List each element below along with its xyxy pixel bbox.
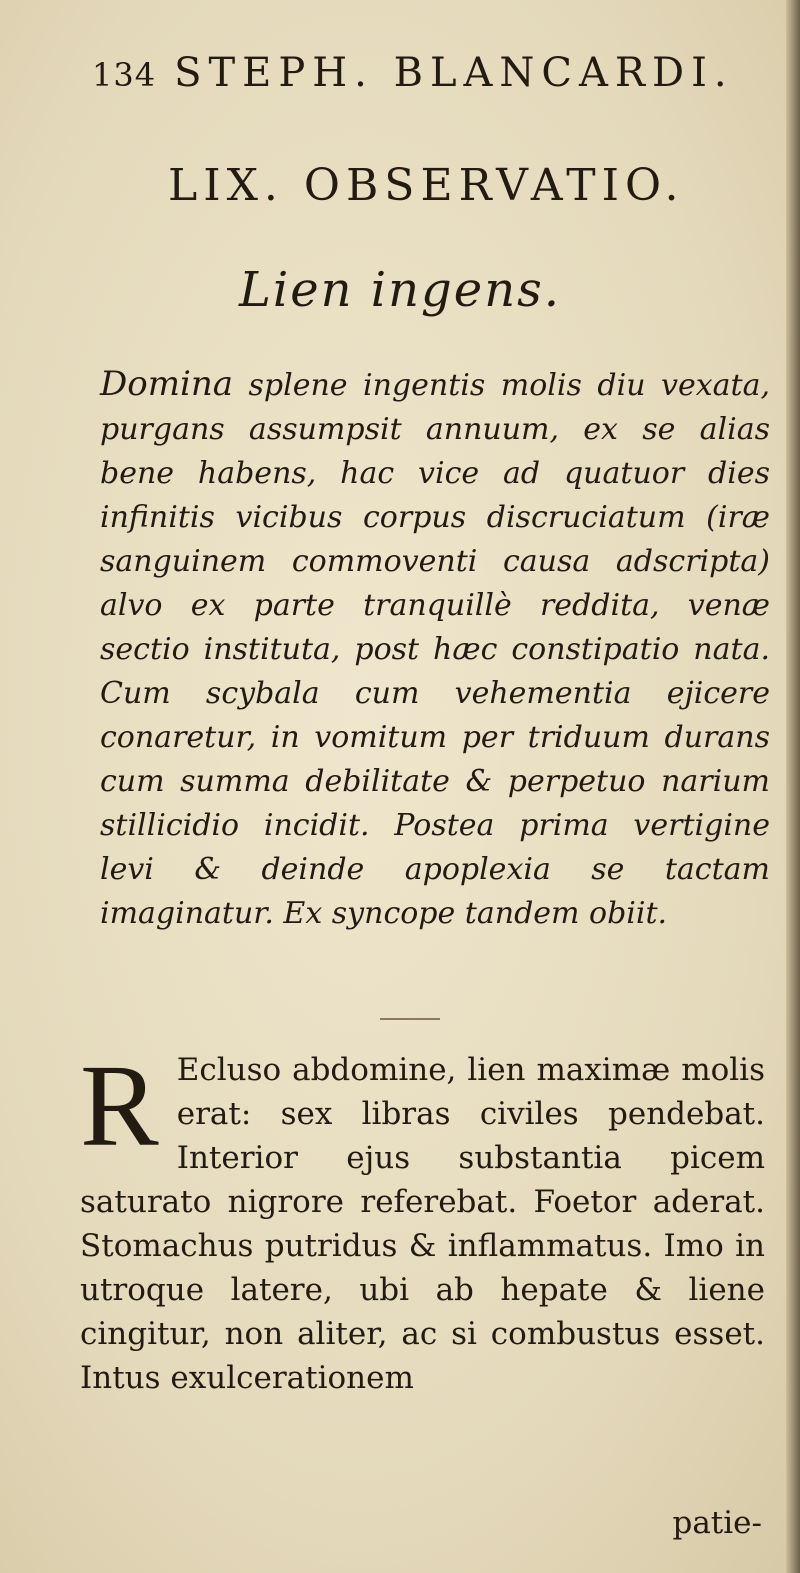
catchword: patie-: [672, 1505, 762, 1541]
drop-cap: R: [80, 1040, 159, 1171]
running-title: STEPH. BLANCARDI.: [174, 50, 734, 96]
observation-title: LIX. OBSERVATIO.: [168, 160, 685, 211]
autopsy-report: [80, 1040, 765, 1400]
observation-subtitle: Lien ingens.: [238, 262, 561, 318]
page-gutter: [786, 0, 800, 1573]
case-body: splene ingentis molis diu vexata, purgans assumpsit annuum, ex se alias bene habens, hac vice ad quatuor dies infinitis vicibus corpus discruciatum (iræ sanguinem commoventi causa adscripta) alvo ex parte tranquillè reddita, venæ sectio instituta, post hæc constipatio nata. Cum scybala cum vehementia ejicere conaretur, in vomitum per triduum durans cum summa debilitate & perpetuo narium stillicidio incidit. Postea prima vertigine levi & deinde apoplexia se tactam imaginatur. Ex syncope tandem obiit.: [100, 368, 771, 931]
running-header: [92, 50, 772, 110]
report-body: Ecluso abdomine, lien maximæ molis erat: sex libras civiles pendebat. Interior ejus substantia picem saturato nigrore referebat. Foetor aderat. Stomachus putridus & inflammatus. Imo in utroque latere, ubi ab hepate & liene cingitur, non aliter, ac si combustus esset. Intus exulcerationem: [80, 1052, 765, 1396]
page-number: 134: [92, 56, 157, 94]
section-divider: [380, 1018, 440, 1020]
case-first-word: Domina: [100, 364, 234, 404]
case-history: [100, 362, 770, 936]
